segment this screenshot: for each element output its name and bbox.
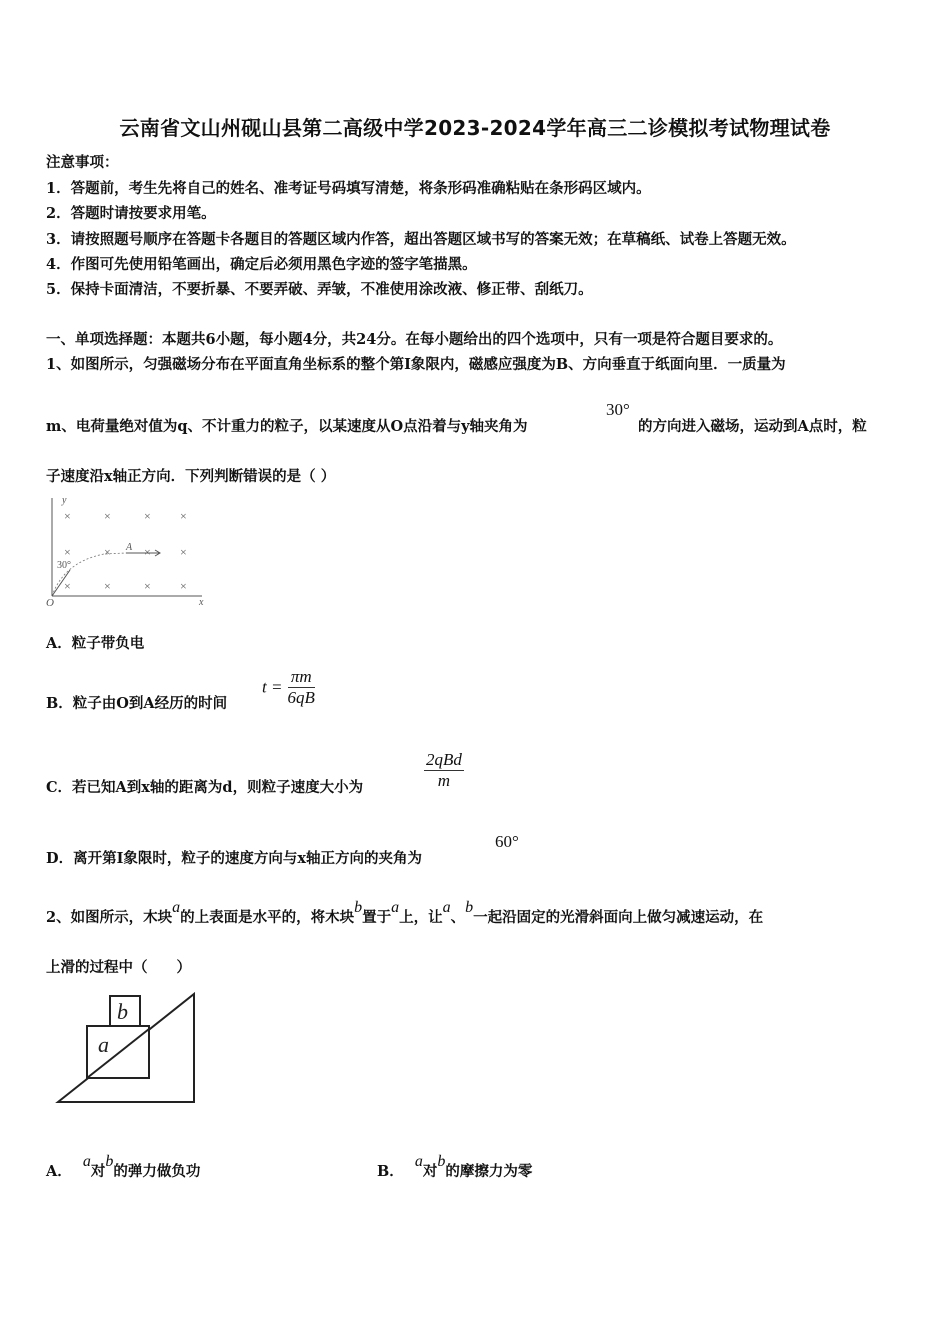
q1-figure bbox=[44, 492, 214, 610]
option-text: 的摩擦力为零 bbox=[445, 1163, 533, 1180]
page-title: 云南省文山州砚山县第二高级中学2023-2024学年高三二诊模拟考试物理试卷 bbox=[119, 116, 831, 140]
option-text: 对 bbox=[422, 1163, 438, 1180]
q1-line2a: m、电荷量绝对值为q、不计重力的粒子，以某速度从O点沿着与y轴夹角为 bbox=[46, 418, 528, 435]
fraction-denominator: m bbox=[437, 771, 451, 790]
fraction-denominator: 6qB bbox=[287, 688, 315, 707]
q2-text: 、 bbox=[450, 909, 466, 926]
cross-mark: × bbox=[64, 509, 71, 523]
notice-item: 3．请按照题号顺序在答题卡各题目的答题区域内作答，超出答题区域书写的答案无效；在草稿纸、试卷上答题无效。 bbox=[46, 231, 796, 248]
q2-text: 的上表面是水平的，将木块 bbox=[180, 909, 355, 926]
cross-mark: × bbox=[180, 579, 187, 593]
q2-figure bbox=[54, 990, 202, 1108]
var-b: b bbox=[105, 1153, 114, 1170]
cross-mark: × bbox=[180, 509, 187, 523]
cross-mark: × bbox=[180, 545, 187, 559]
q2-option-b bbox=[377, 1153, 533, 1181]
notice-item: 4．作图可先使用铅笔画出，确定后必须用黑色字迹的签字笔描黑。 bbox=[46, 256, 477, 273]
var-a: a bbox=[172, 899, 181, 916]
block-a-label: a bbox=[98, 1032, 109, 1057]
var-b: b bbox=[354, 899, 363, 916]
section-heading: 一、单项选择题：本题共6小题，每小题4分，共24分。在每小题给出的四个选项中，只有一项是符合题目要求的。 bbox=[46, 331, 783, 348]
notice-heading: 注意事项： bbox=[46, 154, 119, 171]
q1-option-d-angle: 60° bbox=[495, 832, 519, 851]
q1-option-b-formula bbox=[262, 667, 315, 708]
var-a: a bbox=[442, 899, 451, 916]
q2-text: 2、如图所示，木块 bbox=[46, 909, 173, 926]
q1-line3: 子速度沿x轴正方向．下列判断错误的是（ ） bbox=[46, 468, 336, 485]
var-b: b bbox=[437, 1153, 446, 1170]
q1-angle: 30° bbox=[606, 400, 630, 419]
notice-item: 5．保持卡面清洁，不要折暴、不要弄破、弄皱，不准使用涂改液、修正带、刮纸刀。 bbox=[46, 281, 593, 298]
q1-option-b-text: B．粒子由O到A经历的时间 bbox=[46, 695, 228, 712]
q2-text: 置于 bbox=[362, 909, 392, 926]
option-prefix: B． bbox=[377, 1163, 404, 1180]
option-text: 对 bbox=[90, 1163, 106, 1180]
x-label: x bbox=[199, 597, 204, 608]
block-b-label: b bbox=[117, 999, 128, 1024]
q2-option-a bbox=[46, 1153, 201, 1181]
fraction-numerator: 2qBd bbox=[426, 750, 462, 769]
cross-mark: × bbox=[64, 579, 71, 593]
cross-mark: × bbox=[104, 579, 111, 593]
notice-item: 2．答题时请按要求用笔。 bbox=[46, 205, 216, 222]
fraction bbox=[424, 750, 464, 791]
point-a-label: A bbox=[126, 542, 133, 553]
var-a: a bbox=[391, 899, 400, 916]
q1-line2b: 的方向进入磁场，运动到A点时，粒 bbox=[638, 418, 867, 435]
q1-option-c-formula bbox=[424, 750, 464, 791]
var-b: b bbox=[465, 899, 474, 916]
cross-mark: × bbox=[144, 545, 151, 559]
cross-mark: × bbox=[104, 509, 111, 523]
notice-item: 1．答题前，考生先将自己的姓名、准考证号码填写清楚，将条形码准确粘贴在条形码区域内。 bbox=[46, 180, 651, 197]
q2-text: 一起沿固定的光滑斜面向上做匀减速运动，在 bbox=[473, 909, 764, 926]
var-a: a bbox=[82, 1153, 91, 1170]
q2-text: 上，让 bbox=[399, 909, 443, 926]
formula-lhs: t = bbox=[262, 677, 283, 697]
option-text: 的弹力做负功 bbox=[113, 1163, 201, 1180]
cross-mark: × bbox=[144, 509, 151, 523]
q2-line2: 上滑的过程中（ ） bbox=[46, 959, 191, 976]
fraction-numerator: πm bbox=[288, 667, 315, 688]
var-a: a bbox=[414, 1153, 423, 1170]
cross-mark: × bbox=[144, 579, 151, 593]
cross-mark: × bbox=[64, 545, 71, 559]
q1-line1: 1、如图所示，匀强磁场分布在平面直角坐标系的整个第Ⅰ象限内，磁感应强度为B、方向垂直于纸面向里．一质量为 bbox=[46, 356, 786, 373]
fraction bbox=[288, 667, 315, 708]
origin-label: O bbox=[46, 597, 54, 609]
q1-option-c-text: C．若已知A到x轴的距离为d，则粒子速度大小为 bbox=[46, 779, 364, 796]
cross-mark: × bbox=[104, 545, 111, 559]
angle-label: 30° bbox=[57, 560, 71, 571]
q2-line1 bbox=[46, 899, 764, 927]
option-prefix: A． bbox=[46, 1163, 72, 1180]
y-label: y bbox=[62, 495, 67, 506]
q1-option-a: A．粒子带负电 bbox=[46, 635, 145, 652]
q1-option-d-text: D．离开第Ⅰ象限时，粒子的速度方向与x轴正方向的夹角为 bbox=[46, 850, 422, 867]
